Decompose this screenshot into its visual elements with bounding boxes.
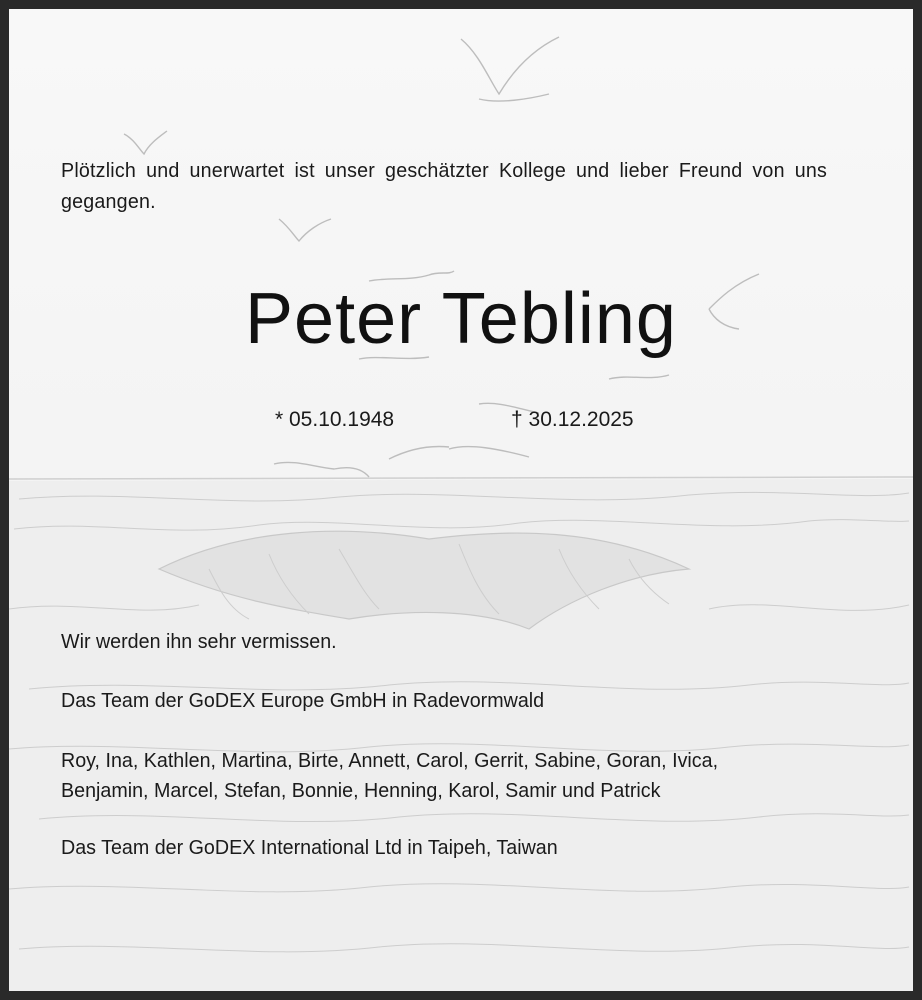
- death-date: † 30.12.2025: [511, 408, 634, 431]
- colleague-names-line-1: Roy, Ina, Kathlen, Martina, Birte, Annett, Carol, Gerrit, Sabine, Goran, Ivica,: [61, 749, 719, 772]
- intro-text: Plötzlich und unerwartet ist unser geschätzter Kollege und lieber Freund von uns gegangen.: [61, 159, 828, 213]
- team-international-signature: Das Team der GoDEX International Ltd in Taipeh, Taiwan: [61, 836, 558, 859]
- team-europe-signature: Das Team der GoDEX Europe GmbH in Radevormwald: [61, 689, 545, 712]
- colleague-names-line-2: Benjamin, Marcel, Stefan, Bonnie, Henning, Karol, Samir und Patrick: [61, 779, 661, 802]
- deceased-name: Peter Tebling: [245, 279, 677, 359]
- colleague-names: [61, 746, 829, 806]
- closing-text: Wir werden ihn sehr vermissen.: [61, 630, 337, 653]
- birth-date: * 05.10.1948: [275, 408, 395, 431]
